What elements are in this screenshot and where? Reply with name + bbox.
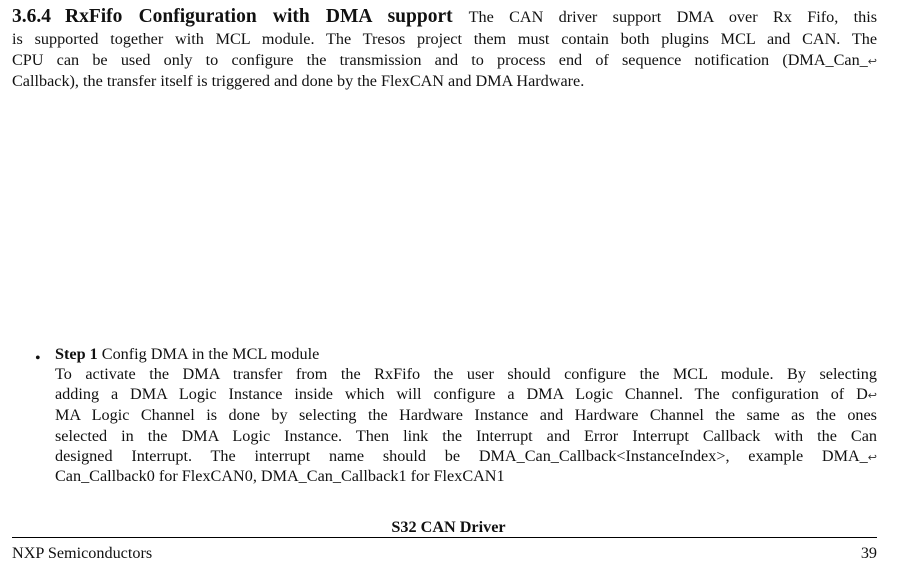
section-title: RxFifo Configuration with DMA support: [65, 6, 453, 27]
paragraph-line: is supported together with MCL module. The Tresos project them must contain both plugins MCL and CAN. The: [12, 30, 877, 48]
step-line: selected in the DMA Logic Instance. Then link the Interrupt and Error Interrupt Callback with the Can: [55, 427, 877, 445]
paragraph-line: Callback), the transfer itself is triggered and done by the FlexCAN and DMA Hardware.: [12, 72, 585, 90]
bullet-icon: •: [35, 350, 41, 367]
step-label: Step 1: [55, 345, 98, 363]
line-continuation-icon: ↩: [867, 390, 877, 402]
footer-rule: [12, 537, 877, 538]
paragraph-line: [12, 50, 877, 72]
step-line: [55, 446, 877, 468]
step-heading: [55, 344, 877, 364]
step-line: Can_Callback0 for FlexCAN0, DMA_Can_Callback1 for FlexCAN1: [55, 467, 505, 485]
step-line: [55, 384, 877, 406]
step-title: Config DMA in the MCL module: [101, 345, 320, 363]
footer-company: NXP Semiconductors: [12, 544, 153, 562]
paragraph-line: The CAN driver support DMA over Rx Fifo, this: [468, 8, 877, 26]
step-line: To activate the DMA transfer from the RxFifo the user should configure the MCL module. By selecting: [55, 365, 877, 383]
line-continuation-icon: ↩: [867, 56, 877, 68]
section-number: 3.6.4: [12, 6, 51, 27]
step-text: designed Interrupt. The interrupt name should be DMA_Can_Callback<InstanceIndex>, example DMA_: [55, 447, 868, 465]
paragraph-text: CPU can be used only to configure the transmission and to process end of sequence notification (DMA_Can_: [12, 51, 868, 69]
footer-doc-title: S32 CAN Driver: [391, 518, 506, 536]
step-line: MA Logic Channel is done by selecting the Hardware Instance and Hardware Channel the same as the ones: [55, 406, 877, 424]
line-continuation-icon: ↩: [867, 452, 877, 464]
page-number: 39: [860, 544, 877, 562]
section-heading-line: [12, 7, 877, 27]
step-text: adding a DMA Logic Instance inside which will configure a DMA Logic Channel. The configuration of D: [55, 385, 868, 403]
